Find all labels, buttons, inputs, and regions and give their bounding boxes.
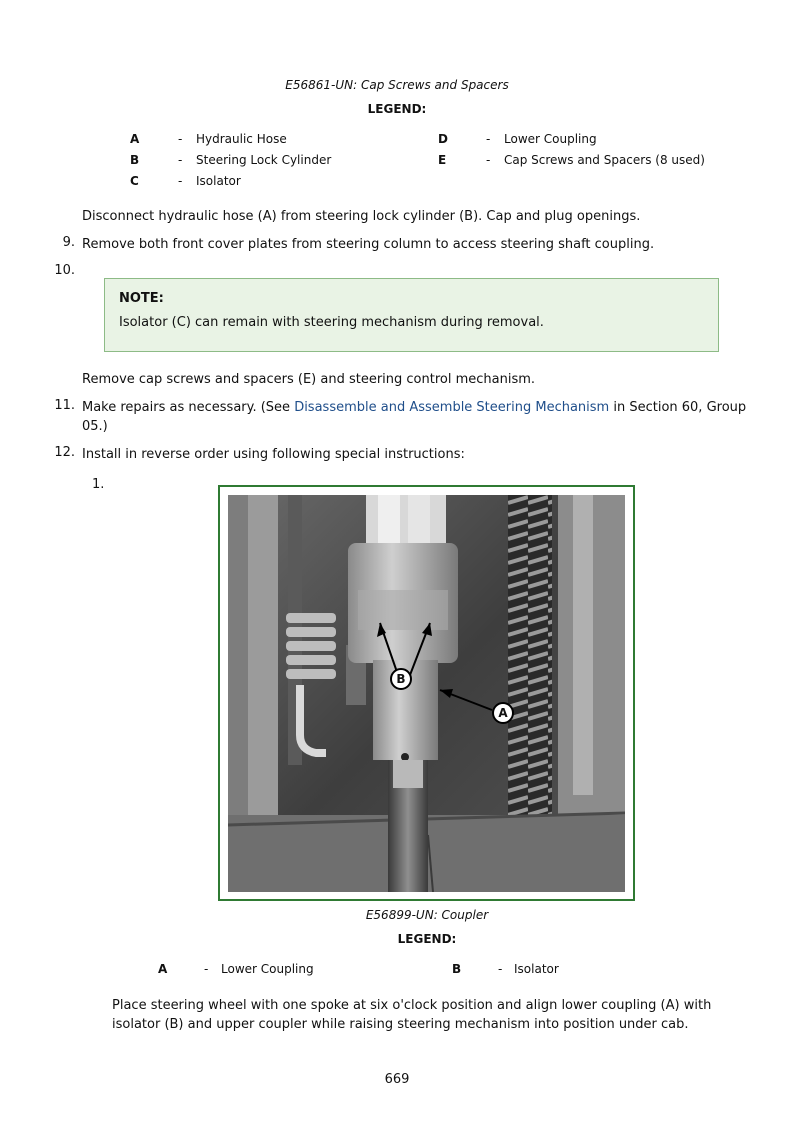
step-text-pre: Make repairs as necessary. (See <box>82 400 295 415</box>
legend-text: Hydraulic Hose <box>196 132 287 146</box>
legend-dash: - <box>204 962 209 976</box>
legend-dash: - <box>486 153 491 167</box>
legend-letter: E <box>438 153 447 167</box>
step-number: 11. <box>54 398 75 413</box>
page-number: 669 <box>384 1072 410 1087</box>
legend-letter: B <box>130 153 140 167</box>
legend-dash: - <box>178 174 183 188</box>
step-number: 12. <box>54 445 75 460</box>
legend-letter: A <box>158 962 168 976</box>
legend-text: Lower Coupling <box>221 962 314 976</box>
legend-dash: - <box>178 153 183 167</box>
link-disassemble-steering[interactable]: Disassemble and Assemble Steering Mechanism <box>294 400 610 415</box>
step-text <box>82 398 752 417</box>
legend-text: Lower Coupling <box>504 132 597 146</box>
figure1-legend-title: LEGEND: <box>367 102 427 116</box>
step-number: 9. <box>62 235 75 250</box>
legend-text: Cap Screws and Spacers (8 used) <box>504 153 705 167</box>
callout-a: A <box>492 702 514 724</box>
legend-letter: B <box>452 962 462 976</box>
legend-text: Steering Lock Cylinder <box>196 153 332 167</box>
step-text-post: in Section 60, Group <box>609 400 747 415</box>
legend-letter: C <box>130 174 139 188</box>
paragraph-disconnect: Disconnect hydraulic hose (A) from steering lock cylinder (B). Cap and plug openings. <box>82 209 641 224</box>
paragraph-place-line1: Place steering wheel with one spoke at six o'clock position and align lower coupling (A) with <box>112 998 712 1013</box>
note-text: Isolator (C) can remain with steering mechanism during removal. <box>119 315 544 330</box>
legend-letter: D <box>438 132 448 146</box>
figure2-legend-title: LEGEND: <box>397 932 457 946</box>
step-number: 10. <box>54 263 75 278</box>
step-text: Remove both front cover plates from steering column to access steering shaft coupling. <box>82 237 655 252</box>
legend-dash: - <box>178 132 183 146</box>
legend-text: Isolator <box>514 962 559 976</box>
note-title: NOTE: <box>119 291 164 306</box>
coupler-photo <box>228 495 625 892</box>
figure1-caption: E56861-UN: Cap Screws and Spacers <box>285 78 509 92</box>
legend-dash: - <box>486 132 491 146</box>
paragraph-remove: Remove cap screws and spacers (E) and steering control mechanism. <box>82 372 536 387</box>
legend-dash: - <box>498 962 503 976</box>
paragraph-place-line2: isolator (B) and upper coupler while raising steering mechanism into position under cab. <box>112 1017 689 1032</box>
step-text-line2: 05.) <box>82 419 108 434</box>
legend-text: Isolator <box>196 174 241 188</box>
callout-b: B <box>390 668 412 690</box>
step-text: Install in reverse order using following special instructions: <box>82 447 465 462</box>
coupler-photo-frame <box>218 485 635 901</box>
figure2-caption: E56899-UN: Coupler <box>365 908 489 922</box>
legend-letter: A <box>130 132 140 146</box>
substep-number: 1. <box>92 477 105 492</box>
note-box <box>104 278 719 352</box>
